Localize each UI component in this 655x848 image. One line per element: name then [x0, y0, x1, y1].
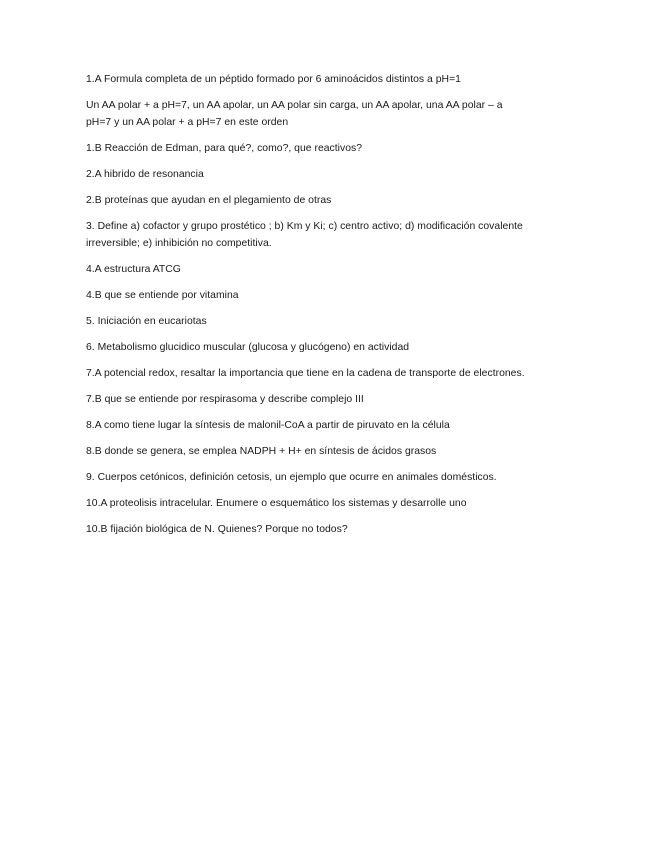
question-4a: 4.A estructura ATCG	[86, 264, 181, 275]
question-8a: 8.A como tiene lugar la síntesis de malonil-CoA a partir de piruvato en la célula	[86, 420, 450, 431]
question-10a: 10.A proteolisis intracelular. Enumere o esquemático los sistemas y desarrolle uno	[86, 498, 467, 509]
question-list	[86, 71, 526, 547]
question-6: 6. Metabolismo glucidico muscular (glucosa y glucógeno) en actividad	[86, 342, 410, 353]
question-1a: 1.A Formula completa de un péptido formado por 6 aminoácidos distintos a pH=1	[86, 74, 461, 85]
question-9: 9. Cuerpos cetónicos, definición cetosis, un ejemplo que ocurre en animales domésticos.	[86, 472, 497, 483]
question-7a: 7.A potencial redox, resaltar la importancia que tiene en la cadena de transporte de electrones.	[86, 368, 525, 379]
question-5: 5. Iniciación en eucariotas	[86, 316, 207, 327]
question-8b: 8.B donde se genera, se emplea NADPH + H+ en síntesis de ácidos grasos	[86, 446, 437, 457]
question-2b: 2.B proteínas que ayudan en el plegamiento de otras	[86, 195, 332, 206]
question-10b: 10.B fijación biológica de N. Quienes? Porque no todos?	[86, 524, 348, 535]
question-7b: 7.B que se entiende por respirasoma y describe complejo III	[86, 394, 364, 405]
question-1b: 1.B Reacción de Edman, para qué?, como?, que reactivos?	[86, 143, 363, 154]
question-3: 3. Define a) cofactor y grupo prostético ; b) Km y Ki; c) centro activo; d) modificación covalente irreversible; e) inhibición no competitiva.	[86, 221, 523, 249]
question-4b: 4.B que se entiende por vitamina	[86, 290, 239, 301]
question-2a: 2.A hibrido de resonancia	[86, 169, 204, 180]
question-1a-detail: Un AA polar + a pH=7, un AA apolar, un AA polar sin carga, un AA apolar, una AA polar – a pH=7 y un AA polar + a pH=7 en este orden	[86, 100, 503, 128]
